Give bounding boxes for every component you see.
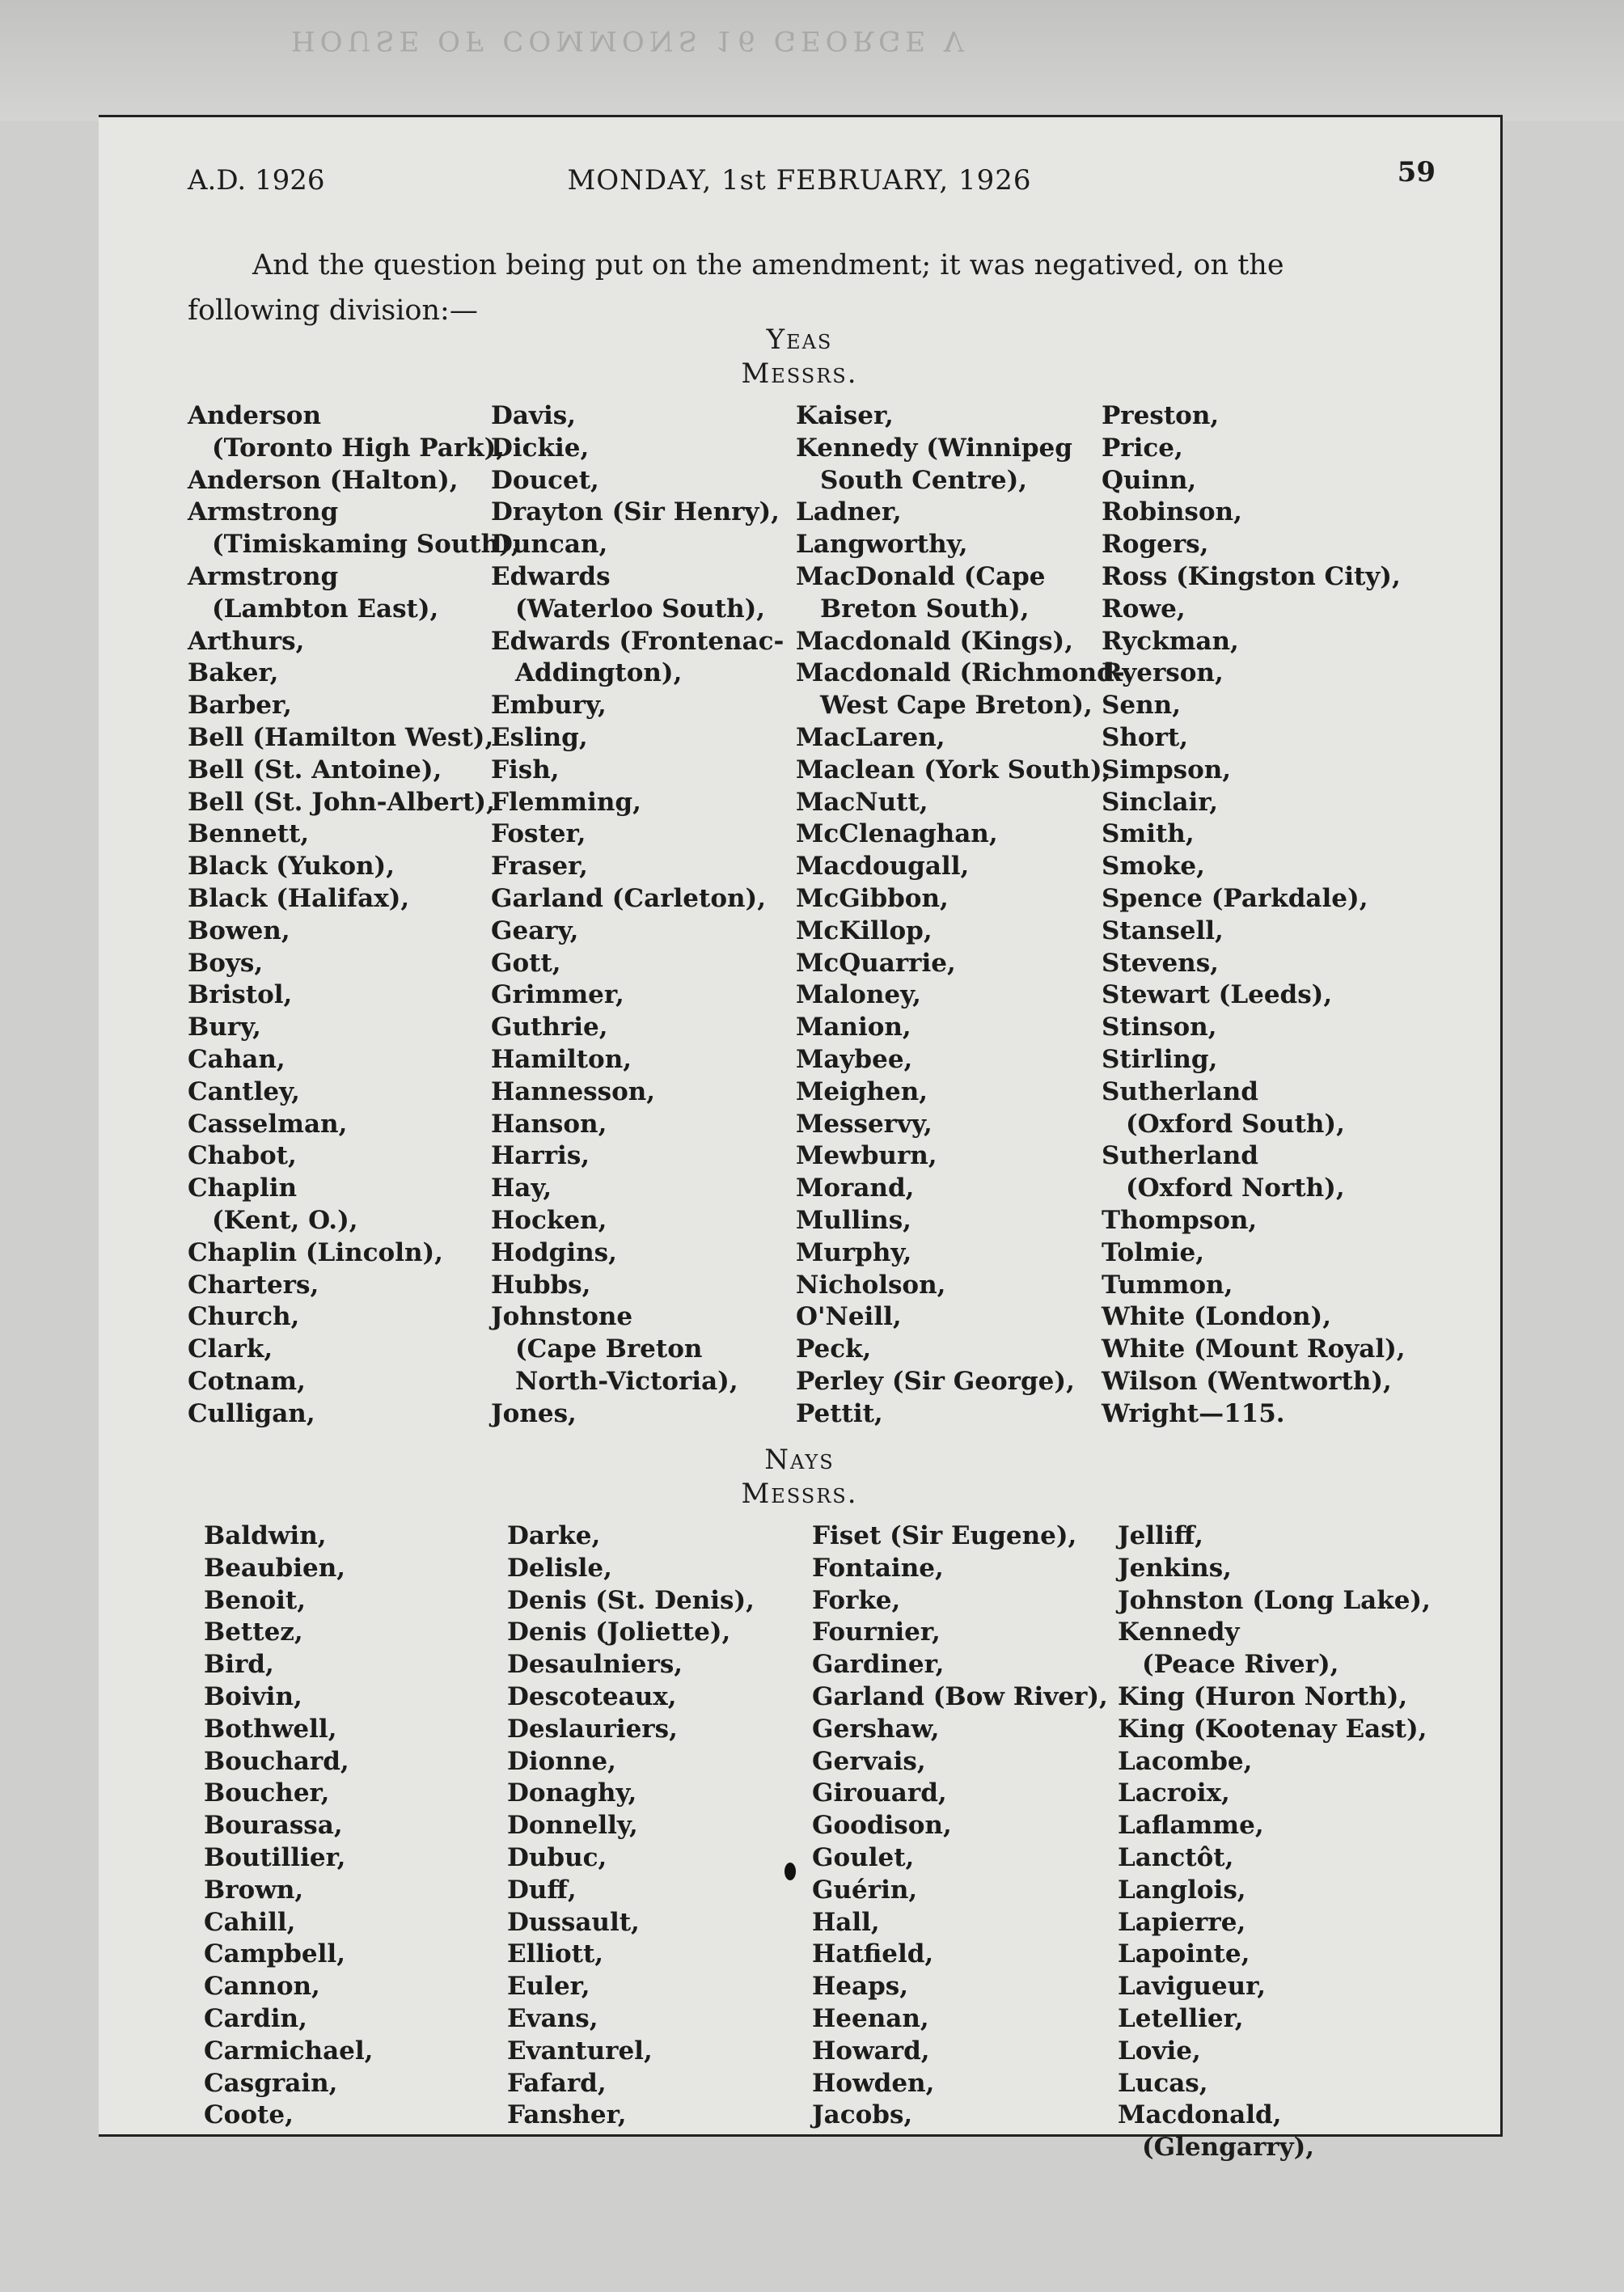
- member-name: Preston,: [1102, 401, 1220, 430]
- member-name: Ryerson,: [1102, 658, 1224, 688]
- member-name: Kaiser,: [796, 401, 894, 430]
- member-name: Lovie,: [1118, 2036, 1201, 2066]
- member-name: Macdonald (Kings),: [796, 626, 1074, 656]
- member-name: Cantley,: [188, 1076, 300, 1106]
- member-name: Mullins,: [796, 1205, 911, 1235]
- member-name: Embury,: [491, 691, 607, 721]
- header-date: MONDAY, 1st FEBRUARY, 1926: [567, 164, 1032, 197]
- member-name: Sinclair,: [1102, 787, 1219, 817]
- member-name: Boys,: [188, 948, 264, 978]
- division-intro: [188, 243, 1417, 333]
- member-name: Rowe,: [1102, 594, 1186, 624]
- member-name: Clark,: [188, 1334, 273, 1364]
- nays-column-1: [204, 1520, 527, 2132]
- member-name: (Timiskaming South),: [212, 530, 520, 560]
- member-name: Bothwell,: [204, 1714, 337, 1744]
- member-name: Ross (Kingston City),: [1102, 561, 1401, 591]
- member-name: Langlois,: [1118, 1875, 1246, 1905]
- member-name: Flemming,: [491, 787, 641, 817]
- member-name: Macdonald (Richmond-: [796, 658, 1125, 688]
- member-name: Goodison,: [812, 1811, 952, 1841]
- member-name: Jenkins,: [1118, 1553, 1232, 1583]
- member-name: Duncan,: [491, 530, 608, 560]
- member-name: Tummon,: [1102, 1270, 1233, 1300]
- member-name: Hay,: [491, 1173, 552, 1203]
- member-name: Heenan,: [812, 2003, 929, 2033]
- member-name: Stewart (Leeds),: [1102, 980, 1333, 1010]
- member-name: Johnstone: [491, 1302, 633, 1332]
- member-name: (Cape Breton: [515, 1334, 703, 1364]
- member-name: Brown,: [204, 1875, 304, 1905]
- member-name: North-Victoria),: [515, 1366, 738, 1396]
- member-name: Cardin,: [204, 2003, 307, 2033]
- member-name: Euler,: [507, 1972, 590, 2002]
- member-name: Grimmer,: [491, 980, 624, 1010]
- member-name: Maclean (York South),: [796, 755, 1111, 784]
- member-name: Cahan,: [188, 1044, 285, 1074]
- member-name: Maloney,: [796, 980, 921, 1010]
- member-name: Hall,: [812, 1907, 880, 1937]
- member-name: Robinson,: [1102, 497, 1242, 527]
- member-name: Armstrong: [188, 561, 339, 591]
- member-name: Fraser,: [491, 852, 588, 882]
- member-name: King (Kootenay East),: [1118, 1714, 1427, 1744]
- member-name: Maybee,: [796, 1044, 913, 1074]
- member-name: Gardiner,: [812, 1650, 945, 1680]
- member-name: Donaghy,: [507, 1778, 637, 1808]
- member-name: Fontaine,: [812, 1553, 944, 1583]
- member-name: Dickie,: [491, 433, 590, 463]
- member-name: Arthurs,: [188, 626, 305, 656]
- member-name: Perley (Sir George),: [796, 1366, 1075, 1396]
- member-name: Gott,: [491, 948, 561, 978]
- member-name: Casselman,: [188, 1109, 348, 1139]
- member-name: White (Mount Royal),: [1102, 1334, 1406, 1364]
- member-name: Fournier,: [812, 1618, 941, 1647]
- member-name: Lacroix,: [1118, 1778, 1230, 1808]
- member-name: Geary,: [491, 916, 579, 945]
- member-name: Laflamme,: [1118, 1811, 1264, 1841]
- page-number: 59: [1397, 156, 1436, 188]
- member-name: Ladner,: [796, 497, 902, 527]
- member-name: Meighen,: [796, 1076, 928, 1106]
- member-name: Black (Halifax),: [188, 883, 410, 913]
- member-name: Church,: [188, 1302, 300, 1332]
- member-name: Fiset (Sir Eugene),: [812, 1521, 1077, 1550]
- member-name: Benoit,: [204, 1585, 307, 1615]
- member-name: Bennett,: [188, 819, 310, 849]
- member-name: Jacobs,: [812, 2100, 913, 2130]
- member-name: Lucas,: [1118, 2068, 1208, 2098]
- member-name: Lacombe,: [1118, 1746, 1253, 1776]
- nays-column-4: [1118, 1520, 1441, 2164]
- member-name: Dionne,: [507, 1746, 616, 1776]
- member-name: Smoke,: [1102, 852, 1205, 882]
- yeas-subtitle: Messrs.: [741, 357, 858, 390]
- member-name: MacLaren,: [796, 722, 945, 752]
- yeas-column-1: [188, 400, 520, 1431]
- member-name: Bell (Hamilton West),: [188, 722, 494, 752]
- member-name: Campbell,: [204, 1939, 345, 1969]
- member-name: (Kent, O.),: [212, 1205, 358, 1235]
- member-name: Cannon,: [204, 1972, 320, 2002]
- member-name: Davis,: [491, 401, 577, 430]
- member-name: Ryckman,: [1102, 626, 1239, 656]
- member-name: Hannesson,: [491, 1076, 656, 1106]
- member-name: Bristol,: [188, 980, 293, 1010]
- member-name: Donnelly,: [507, 1811, 638, 1841]
- member-name: Johnston (Long Lake),: [1118, 1585, 1431, 1615]
- header-year: A.D. 1926: [188, 164, 325, 197]
- member-name: Tolmie,: [1102, 1237, 1205, 1267]
- member-name: Senn,: [1102, 691, 1181, 721]
- member-name: Black (Yukon),: [188, 852, 395, 882]
- member-name: Boucher,: [204, 1778, 330, 1808]
- member-name: Beaubien,: [204, 1553, 346, 1583]
- member-name: Desaulniers,: [507, 1650, 683, 1680]
- member-name: Gershaw,: [812, 1714, 940, 1744]
- member-name: Macdougall,: [796, 852, 970, 882]
- member-name: (Toronto High Park),: [212, 433, 505, 463]
- yeas-column-3: [796, 400, 1125, 1431]
- member-name: Price,: [1102, 433, 1183, 463]
- member-name: Bell (St. Antoine),: [188, 755, 442, 784]
- member-name: Barber,: [188, 691, 292, 721]
- member-name: Dubuc,: [507, 1842, 607, 1872]
- member-name: Hocken,: [491, 1205, 607, 1235]
- member-name: Coote,: [204, 2100, 294, 2130]
- member-name: Denis (St. Denis),: [507, 1585, 755, 1615]
- member-name: Baker,: [188, 658, 279, 688]
- member-name: Hamilton,: [491, 1044, 632, 1074]
- member-name: Anderson (Halton),: [188, 465, 459, 495]
- member-name: Stevens,: [1102, 948, 1219, 978]
- yeas-column-4: [1102, 400, 1425, 1431]
- member-name: Wright—115.: [1102, 1398, 1285, 1428]
- member-name: (Peace River),: [1142, 1650, 1339, 1680]
- intro-text: And the question being put on the amendment; it was negatived, on the following division:—: [188, 249, 1284, 327]
- member-name: Bury,: [188, 1013, 261, 1042]
- member-name: Garland (Bow River),: [812, 1681, 1108, 1711]
- member-name: Girouard,: [812, 1778, 947, 1808]
- member-name: Sutherland: [1102, 1141, 1258, 1171]
- member-name: Fansher,: [507, 2100, 627, 2130]
- member-name: (Oxford North),: [1126, 1173, 1345, 1203]
- member-name: Doucet,: [491, 465, 599, 495]
- member-name: Murphy,: [796, 1237, 912, 1267]
- member-name: Guthrie,: [491, 1013, 608, 1042]
- member-name: Evanturel,: [507, 2036, 653, 2066]
- member-name: Macdonald,: [1118, 2100, 1282, 2130]
- member-name: King (Huron North),: [1118, 1681, 1408, 1711]
- member-name: Addington),: [515, 658, 683, 688]
- member-name: Nicholson,: [796, 1270, 946, 1300]
- member-name: Anderson: [188, 401, 321, 430]
- member-name: (Waterloo South),: [515, 594, 766, 624]
- member-name: (Lambton East),: [212, 594, 439, 624]
- member-name: Langworthy,: [796, 530, 968, 560]
- member-name: Bouchard,: [204, 1746, 349, 1776]
- member-name: (Glengarry),: [1142, 2133, 1315, 2163]
- member-name: Stansell,: [1102, 916, 1224, 945]
- member-name: Harris,: [491, 1141, 590, 1171]
- member-name: Boivin,: [204, 1681, 302, 1711]
- member-name: MacDonald (Cape: [796, 561, 1046, 591]
- member-name: Casgrain,: [204, 2068, 338, 2098]
- member-name: Bourassa,: [204, 1811, 343, 1841]
- member-name: West Cape Breton),: [820, 691, 1093, 721]
- member-name: Garland (Carleton),: [491, 883, 767, 913]
- member-name: Howden,: [812, 2068, 935, 2098]
- member-name: Lapierre,: [1118, 1907, 1246, 1937]
- member-name: Chabot,: [188, 1141, 297, 1171]
- member-name: Heaps,: [812, 1972, 909, 2002]
- member-name: (Oxford South),: [1126, 1109, 1345, 1139]
- yeas-column-2: [491, 400, 814, 1431]
- member-name: Gervais,: [812, 1746, 926, 1776]
- member-name: Chaplin: [188, 1173, 298, 1203]
- member-name: Cotnam,: [188, 1366, 306, 1396]
- member-name: McGibbon,: [796, 883, 949, 913]
- member-name: Lanctôt,: [1118, 1842, 1234, 1872]
- member-name: Spence (Parkdale),: [1102, 883, 1368, 913]
- member-name: O'Neill,: [796, 1302, 902, 1332]
- member-name: Armstrong: [188, 497, 339, 527]
- ink-blot: [785, 1863, 796, 1880]
- facing-page-header-bleed: HOUSE OF COMMONS 16 GEORGE V: [291, 24, 969, 57]
- member-name: Fish,: [491, 755, 560, 784]
- member-name: Stirling,: [1102, 1044, 1218, 1074]
- member-name: Bettez,: [204, 1618, 303, 1647]
- member-name: Culligan,: [188, 1398, 315, 1428]
- member-name: Deslauriers,: [507, 1714, 678, 1744]
- member-name: Howard,: [812, 2036, 930, 2066]
- member-name: Smith,: [1102, 819, 1195, 849]
- member-name: Hanson,: [491, 1109, 607, 1139]
- member-name: Breton South),: [820, 594, 1030, 624]
- member-name: Delisle,: [507, 1553, 612, 1583]
- member-name: Mewburn,: [796, 1141, 937, 1171]
- member-name: Evans,: [507, 2003, 598, 2033]
- member-name: Wilson (Wentworth),: [1102, 1366, 1392, 1396]
- member-name: Bowen,: [188, 916, 290, 945]
- member-name: Baldwin,: [204, 1521, 327, 1550]
- member-name: Rogers,: [1102, 530, 1209, 560]
- member-name: Carmichael,: [204, 2036, 374, 2066]
- member-name: Stinson,: [1102, 1013, 1217, 1042]
- member-name: White (London),: [1102, 1302, 1331, 1332]
- page-header: [188, 156, 1436, 205]
- nays-title: Nays: [764, 1444, 835, 1476]
- member-name: Peck,: [796, 1334, 872, 1364]
- member-name: Chaplin (Lincoln),: [188, 1237, 443, 1267]
- member-name: Thompson,: [1102, 1205, 1258, 1235]
- member-name: Jones,: [491, 1398, 577, 1428]
- member-name: McKillop,: [796, 916, 933, 945]
- member-name: Kennedy: [1118, 1618, 1240, 1647]
- member-name: Quinn,: [1102, 465, 1197, 495]
- member-name: Cahill,: [204, 1907, 296, 1937]
- member-name: Letellier,: [1118, 2003, 1244, 2033]
- member-name: Hodgins,: [491, 1237, 617, 1267]
- member-name: Sutherland: [1102, 1076, 1258, 1106]
- member-name: Edwards: [491, 561, 611, 591]
- member-name: Drayton (Sir Henry),: [491, 497, 780, 527]
- member-name: Hatfield,: [812, 1939, 934, 1969]
- member-name: South Centre),: [820, 465, 1028, 495]
- member-name: Boutillier,: [204, 1842, 346, 1872]
- member-name: Bird,: [204, 1650, 274, 1680]
- member-name: MacNutt,: [796, 787, 928, 817]
- member-name: Simpson,: [1102, 755, 1232, 784]
- member-name: Guérin,: [812, 1875, 918, 1905]
- member-name: Lavigueur,: [1118, 1972, 1267, 2002]
- yeas-title: Yeas: [766, 324, 833, 356]
- member-name: Foster,: [491, 819, 586, 849]
- member-name: Denis (Joliette),: [507, 1618, 731, 1647]
- member-name: Jelliff,: [1118, 1521, 1203, 1550]
- member-name: Kennedy (Winnipeg: [796, 433, 1072, 463]
- member-name: Lapointe,: [1118, 1939, 1250, 1969]
- member-name: Elliott,: [507, 1939, 604, 1969]
- member-name: Messervy,: [796, 1109, 933, 1139]
- journal-page: [99, 115, 1503, 2163]
- nays-column-2: [507, 1520, 831, 2132]
- member-name: McClenaghan,: [796, 819, 998, 849]
- member-name: Goulet,: [812, 1842, 915, 1872]
- member-name: Descoteaux,: [507, 1681, 677, 1711]
- member-name: Pettit,: [796, 1398, 883, 1428]
- member-name: Hubbs,: [491, 1270, 591, 1300]
- member-name: Short,: [1102, 722, 1189, 752]
- member-name: Forke,: [812, 1585, 901, 1615]
- member-name: McQuarrie,: [796, 948, 956, 978]
- member-name: Charters,: [188, 1270, 319, 1300]
- member-name: Dussault,: [507, 1907, 640, 1937]
- member-name: Bell (St. John-Albert),: [188, 787, 495, 817]
- member-name: Darke,: [507, 1521, 601, 1550]
- member-name: Manion,: [796, 1013, 911, 1042]
- nays-column-3: [812, 1520, 1136, 2132]
- member-name: Edwards (Frontenac-: [491, 626, 785, 656]
- member-name: Esling,: [491, 722, 588, 752]
- member-name: Duff,: [507, 1875, 577, 1905]
- member-name: Morand,: [796, 1173, 915, 1203]
- member-name: Fafard,: [507, 2068, 607, 2098]
- facing-page-bleed: [0, 0, 1624, 121]
- nays-subtitle: Messrs.: [741, 1478, 858, 1510]
